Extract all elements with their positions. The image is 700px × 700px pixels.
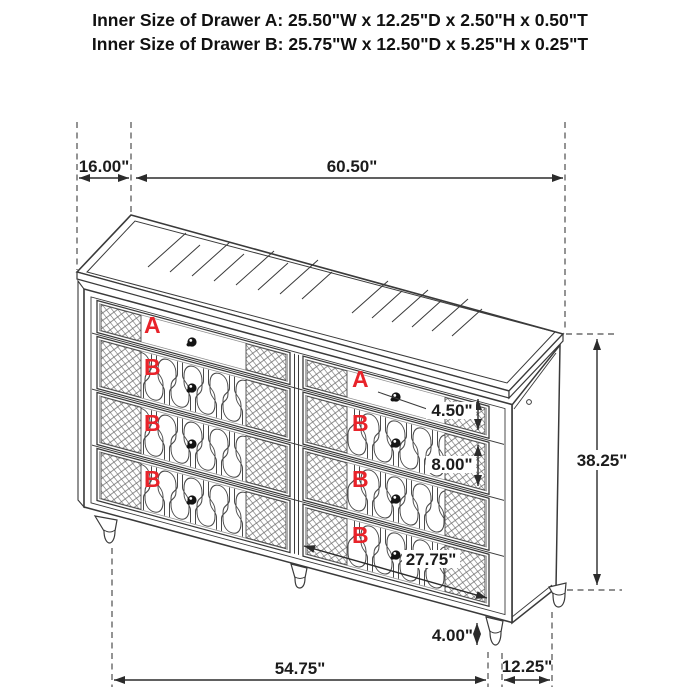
drawer-label-left-a: A [144,312,161,338]
dim-label-leg-height: 4.00" [431,626,473,645]
dim-bottom-depth [502,657,553,680]
drawer-label-left-b1: B [144,354,161,380]
drawer-label-right-b3: B [352,522,369,548]
dim-top-width [136,157,563,178]
side-panel-hole [527,400,532,405]
dim-label-bottom-width: 54.75" [274,659,326,678]
dim-top-depth [79,157,130,178]
dim-label-top-depth: 16.00" [78,157,130,176]
drawer-label-right-b1: B [352,410,369,436]
drawer-label-right-b2: B [352,466,369,492]
drawer-label-left-b2: B [144,410,161,436]
header-line-1: Inner Size of Drawer A: 25.50"W x 12.25"D x 2.50"H x 0.50"T [92,10,588,30]
drawer-label-left-b3: B [144,466,161,492]
dim-leg-height [432,623,477,645]
dim-label-top-width: 60.50" [326,157,378,176]
header [92,10,588,54]
dim-label-overall-height: 38.25" [576,451,628,470]
dim-label-drawer-a-height: 4.50" [431,401,473,420]
header-line-2: Inner Size of Drawer B: 25.75"W x 12.50"D x 5.25"H x 0.25"T [91,34,589,54]
left-side-edge [78,281,84,507]
dim-label-drawer-b-height: 8.00" [431,455,473,474]
dim-overall-height [572,339,632,585]
dim-label-drawer-width: 27.75" [405,550,457,569]
dim-bottom-width [114,659,486,680]
dim-label-bottom-depth: 12.25" [501,657,553,676]
dresser-illustration [77,215,566,645]
drawer-label-right-a: A [352,366,369,392]
front-left-leg [95,516,117,543]
middle-leg [291,564,307,588]
